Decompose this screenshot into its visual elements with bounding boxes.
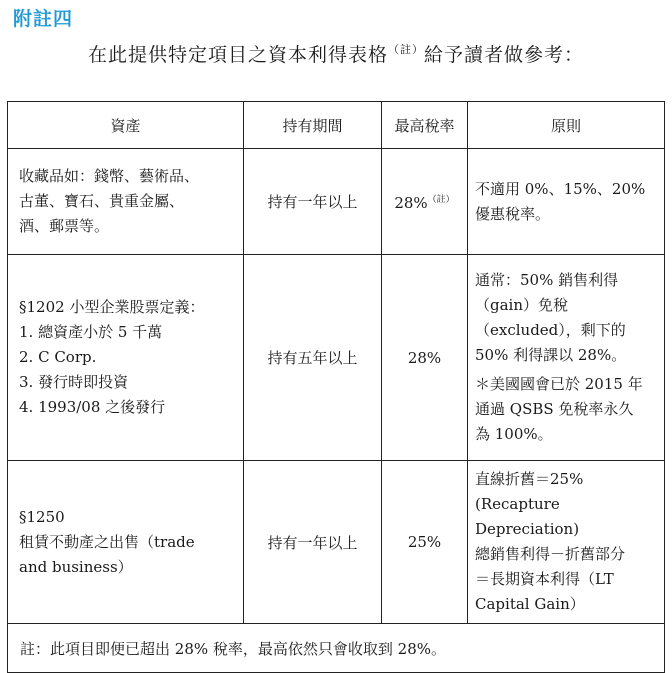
header-max-rate: 最高稅率	[382, 102, 468, 149]
asset-line: 收藏品如：錢幣、藝術品、	[19, 167, 200, 185]
principle-line: ＊美國國會已於 2015 年	[475, 375, 643, 393]
section-heading: 附註四	[13, 8, 74, 30]
holding-period-cell: 持有五年以上	[244, 255, 382, 461]
intro-sentence	[0, 40, 672, 67]
principle-line: Capital Gain）	[475, 595, 585, 613]
asset-line: §1202 小型企業股票定義：	[19, 298, 205, 316]
intro-text-after: 給予讀者做參考：	[424, 44, 585, 66]
asset-line: and business）	[19, 557, 133, 576]
max-rate-cell: 25%	[382, 461, 468, 624]
principle-paragraph	[475, 372, 656, 447]
asset-cell	[8, 255, 244, 461]
principle-paragraph	[475, 467, 656, 617]
asset-cell	[8, 461, 244, 624]
principle-line: (Recapture Depreciation)	[475, 495, 580, 538]
asset-cell	[8, 149, 244, 255]
principle-cell	[468, 461, 665, 624]
principle-line: 總銷售利得－折舊部分	[475, 545, 626, 563]
principle-line: 通常：50% 銷售利得	[475, 271, 619, 289]
principle-cell	[468, 255, 665, 461]
table-row	[8, 461, 665, 624]
max-rate-cell	[382, 149, 468, 255]
header-principle: 原則	[468, 102, 665, 149]
asset-line: 3. 發行時即投資	[19, 373, 129, 391]
principle-line: 直線折舊＝25%	[475, 470, 584, 488]
footnote-row	[8, 624, 665, 673]
principle-line: （gain）免稅	[475, 296, 569, 314]
holding-period-cell: 持有一年以上	[244, 149, 382, 255]
asset-line: §1250	[19, 507, 65, 526]
principle-line: ＝長期資本利得（LT	[475, 570, 614, 588]
intro-note-marker: （註）	[388, 43, 424, 56]
principle-paragraph	[475, 268, 656, 368]
asset-line: 4. 1993/08 之後發行	[19, 398, 166, 416]
holding-period-cell: 持有一年以上	[244, 461, 382, 624]
asset-line: 1. 總資產小於 5 千萬	[19, 323, 163, 341]
table-header-row	[8, 102, 665, 149]
header-asset: 資產	[8, 102, 244, 149]
asset-line: 酒、郵票等。	[19, 217, 110, 235]
principle-line: 通過 QSBS 免稅率永久	[475, 400, 634, 418]
principle-line: （excluded），剩下的	[475, 321, 626, 339]
header-holding-period: 持有期間	[244, 102, 382, 149]
asset-line: 2. C Corp.	[19, 348, 97, 366]
principle-line: 不適用 0%、15%、20%	[475, 179, 646, 198]
principle-paragraph	[475, 177, 656, 227]
principle-cell	[468, 149, 665, 255]
asset-line: 古董、寶石、貴重金屬、	[19, 192, 185, 210]
principle-line: 為 100%。	[475, 425, 553, 443]
table-row	[8, 149, 665, 255]
table-row	[8, 255, 665, 461]
table-footnote: 註：此項目即便已超出 28% 稅率，最高依然只會收取到 28%。	[8, 624, 665, 673]
max-rate-cell: 28%	[382, 255, 468, 461]
principle-line: 50% 利得課以 28%。	[475, 346, 627, 364]
intro-text: 在此提供特定項目之資本利得表格	[87, 44, 388, 66]
rate-value: 28%	[394, 193, 428, 212]
capital-gains-table	[7, 101, 665, 673]
asset-line: 租賃不動產之出售（trade	[19, 532, 195, 551]
rate-note-marker: （註）	[427, 194, 455, 205]
principle-line: 優惠稅率。	[475, 204, 551, 223]
